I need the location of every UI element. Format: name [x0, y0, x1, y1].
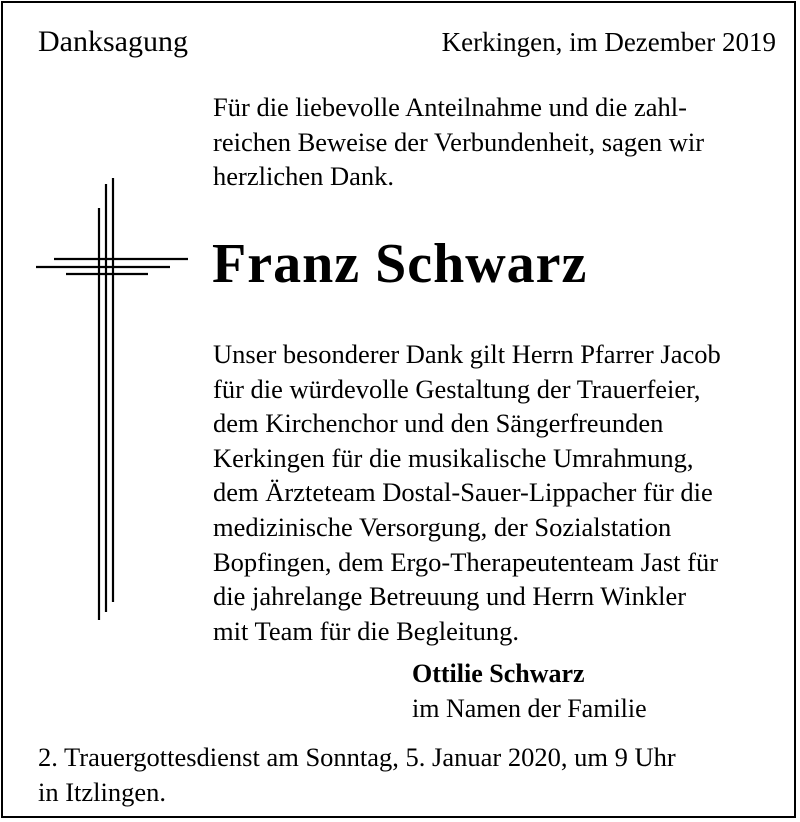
cross-icon: [36, 178, 188, 620]
thanks-line: Kerkingen für die musikalische Umrahmung,: [213, 442, 694, 473]
thanks-line: Unser besonderer Dank gilt Herrn Pfarrer Jacob: [213, 339, 721, 369]
service-line: in Itzlingen.: [38, 776, 167, 807]
service-announcement: [38, 740, 676, 809]
intro-paragraph: [213, 90, 704, 194]
thanks-line: für die würdevolle Gestaltung der Trauerfeier,: [213, 373, 701, 404]
thanks-line: Bopfingen, dem Ergo-Therapeutenteam Jast für: [213, 546, 719, 577]
deceased-name: Franz Schwarz: [212, 233, 588, 295]
thanks-line: dem Kirchenchor und den Sängerfreunden: [213, 408, 664, 439]
intro-line: Für die liebevolle Anteilnahme und die zahl-: [213, 92, 687, 122]
thanks-line: medizinische Versorgung, der Sozialstation: [213, 511, 672, 542]
signer-subtitle: im Namen der Familie: [412, 694, 647, 723]
service-line: 2. Trauergottesdienst am Sonntag, 5. Januar 2020, um 9 Uhr: [38, 742, 676, 772]
thanks-line: die jahrelange Betreuung und Herrn Winkler: [213, 581, 687, 612]
thanks-line: mit Team für die Begleitung.: [213, 615, 520, 646]
thanks-line: dem Ärzteteam Dostal-Sauer-Lippacher für die: [213, 477, 713, 508]
place-date: Kerkingen, im Dezember 2019: [441, 27, 776, 57]
signer-name: Ottilie Schwarz: [412, 659, 585, 688]
notice-title: Danksagung: [38, 25, 188, 58]
intro-line: reichen Beweise der Verbundenheit, sagen wir: [213, 126, 705, 157]
intro-line: herzlichen Dank.: [213, 161, 394, 191]
thanks-paragraph: [213, 337, 721, 648]
